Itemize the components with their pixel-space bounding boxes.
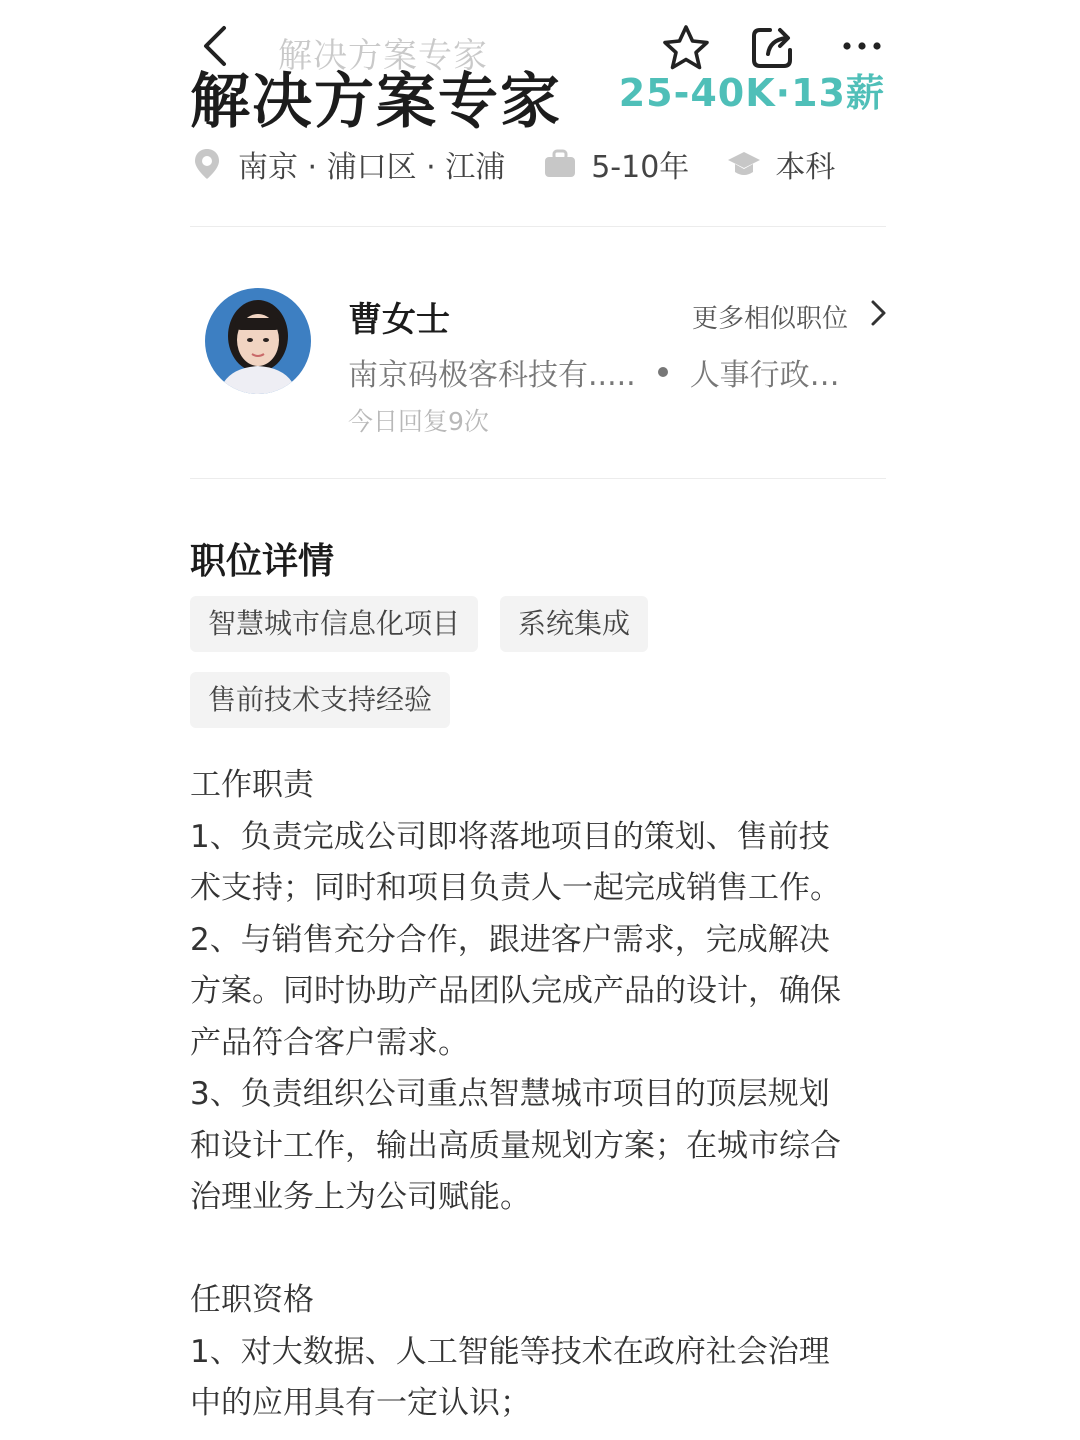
skill-tag: 系统集成: [500, 596, 648, 652]
experience-text: 5-10年: [591, 150, 690, 185]
avatar-portrait-image: [205, 288, 311, 394]
description-line: 3、负责组织公司重点智慧城市项目的顶层规划: [190, 1076, 830, 1112]
skill-tag: 智慧城市信息化项目: [190, 596, 478, 652]
description-line: 术支持；同时和项目负责人一起完成销售工作。: [190, 870, 841, 906]
nav-title: 解决方案专家: [278, 36, 488, 76]
recruiter-company-row: [348, 350, 840, 394]
education-item: [727, 142, 835, 186]
recruiter-name: 曹女士: [348, 300, 450, 340]
location-pin-icon: [190, 147, 224, 181]
salary: 25-40K·13薪: [618, 71, 885, 115]
similar-jobs-link[interactable]: 更多相似职位: [692, 304, 849, 334]
location-item: [190, 142, 505, 186]
company-name: 南京码极客科技有.....: [348, 358, 636, 393]
skill-tags: [190, 596, 890, 748]
description-line: 中的应用具有一定认识；: [190, 1385, 531, 1421]
reply-count: 今日回复9次: [348, 407, 489, 436]
education-text: 本科: [775, 150, 836, 185]
job-meta-row: [190, 140, 873, 188]
description-spacer: [190, 1224, 890, 1276]
separator-dot: [658, 367, 668, 377]
divider: [190, 478, 886, 479]
recruiter-avatar[interactable]: [205, 288, 311, 394]
divider: [190, 226, 886, 227]
recruiter-role: 人事行政…: [689, 358, 840, 393]
description-line: 和设计工作，输出高质量规划方案；在城市综合: [190, 1127, 841, 1164]
description-heading: 工作职责: [190, 767, 314, 803]
briefcase-icon: [543, 147, 577, 181]
more-options-icon[interactable]: [842, 34, 882, 58]
graduation-cap-icon: [727, 147, 761, 181]
location-text: 南京 · 浦口区 · 江浦: [238, 150, 506, 185]
description-line: 方案。同时协助产品团队完成产品的设计，确保: [190, 973, 841, 1009]
experience-item: [543, 142, 689, 186]
job-title: 解决方案专家: [190, 67, 562, 137]
description-line: 1、对大数据、人工智能等技术在政府社会治理: [190, 1333, 830, 1370]
skill-tag: 售前技术支持经验: [190, 672, 450, 728]
description-line: 1、负责完成公司即将落地项目的策划、售前技: [190, 818, 830, 855]
section-title: 职位详情: [190, 541, 335, 582]
requirements-heading: 任职资格: [190, 1282, 314, 1318]
description-line: 2、与销售充分合作，跟进客户需求，完成解决: [190, 921, 830, 958]
description-line: 产品符合客户需求。: [190, 1024, 469, 1061]
chevron-right-icon[interactable]: [868, 298, 890, 328]
job-description: [190, 760, 890, 1430]
description-line: 治理业务上为公司赋能。: [190, 1179, 531, 1215]
